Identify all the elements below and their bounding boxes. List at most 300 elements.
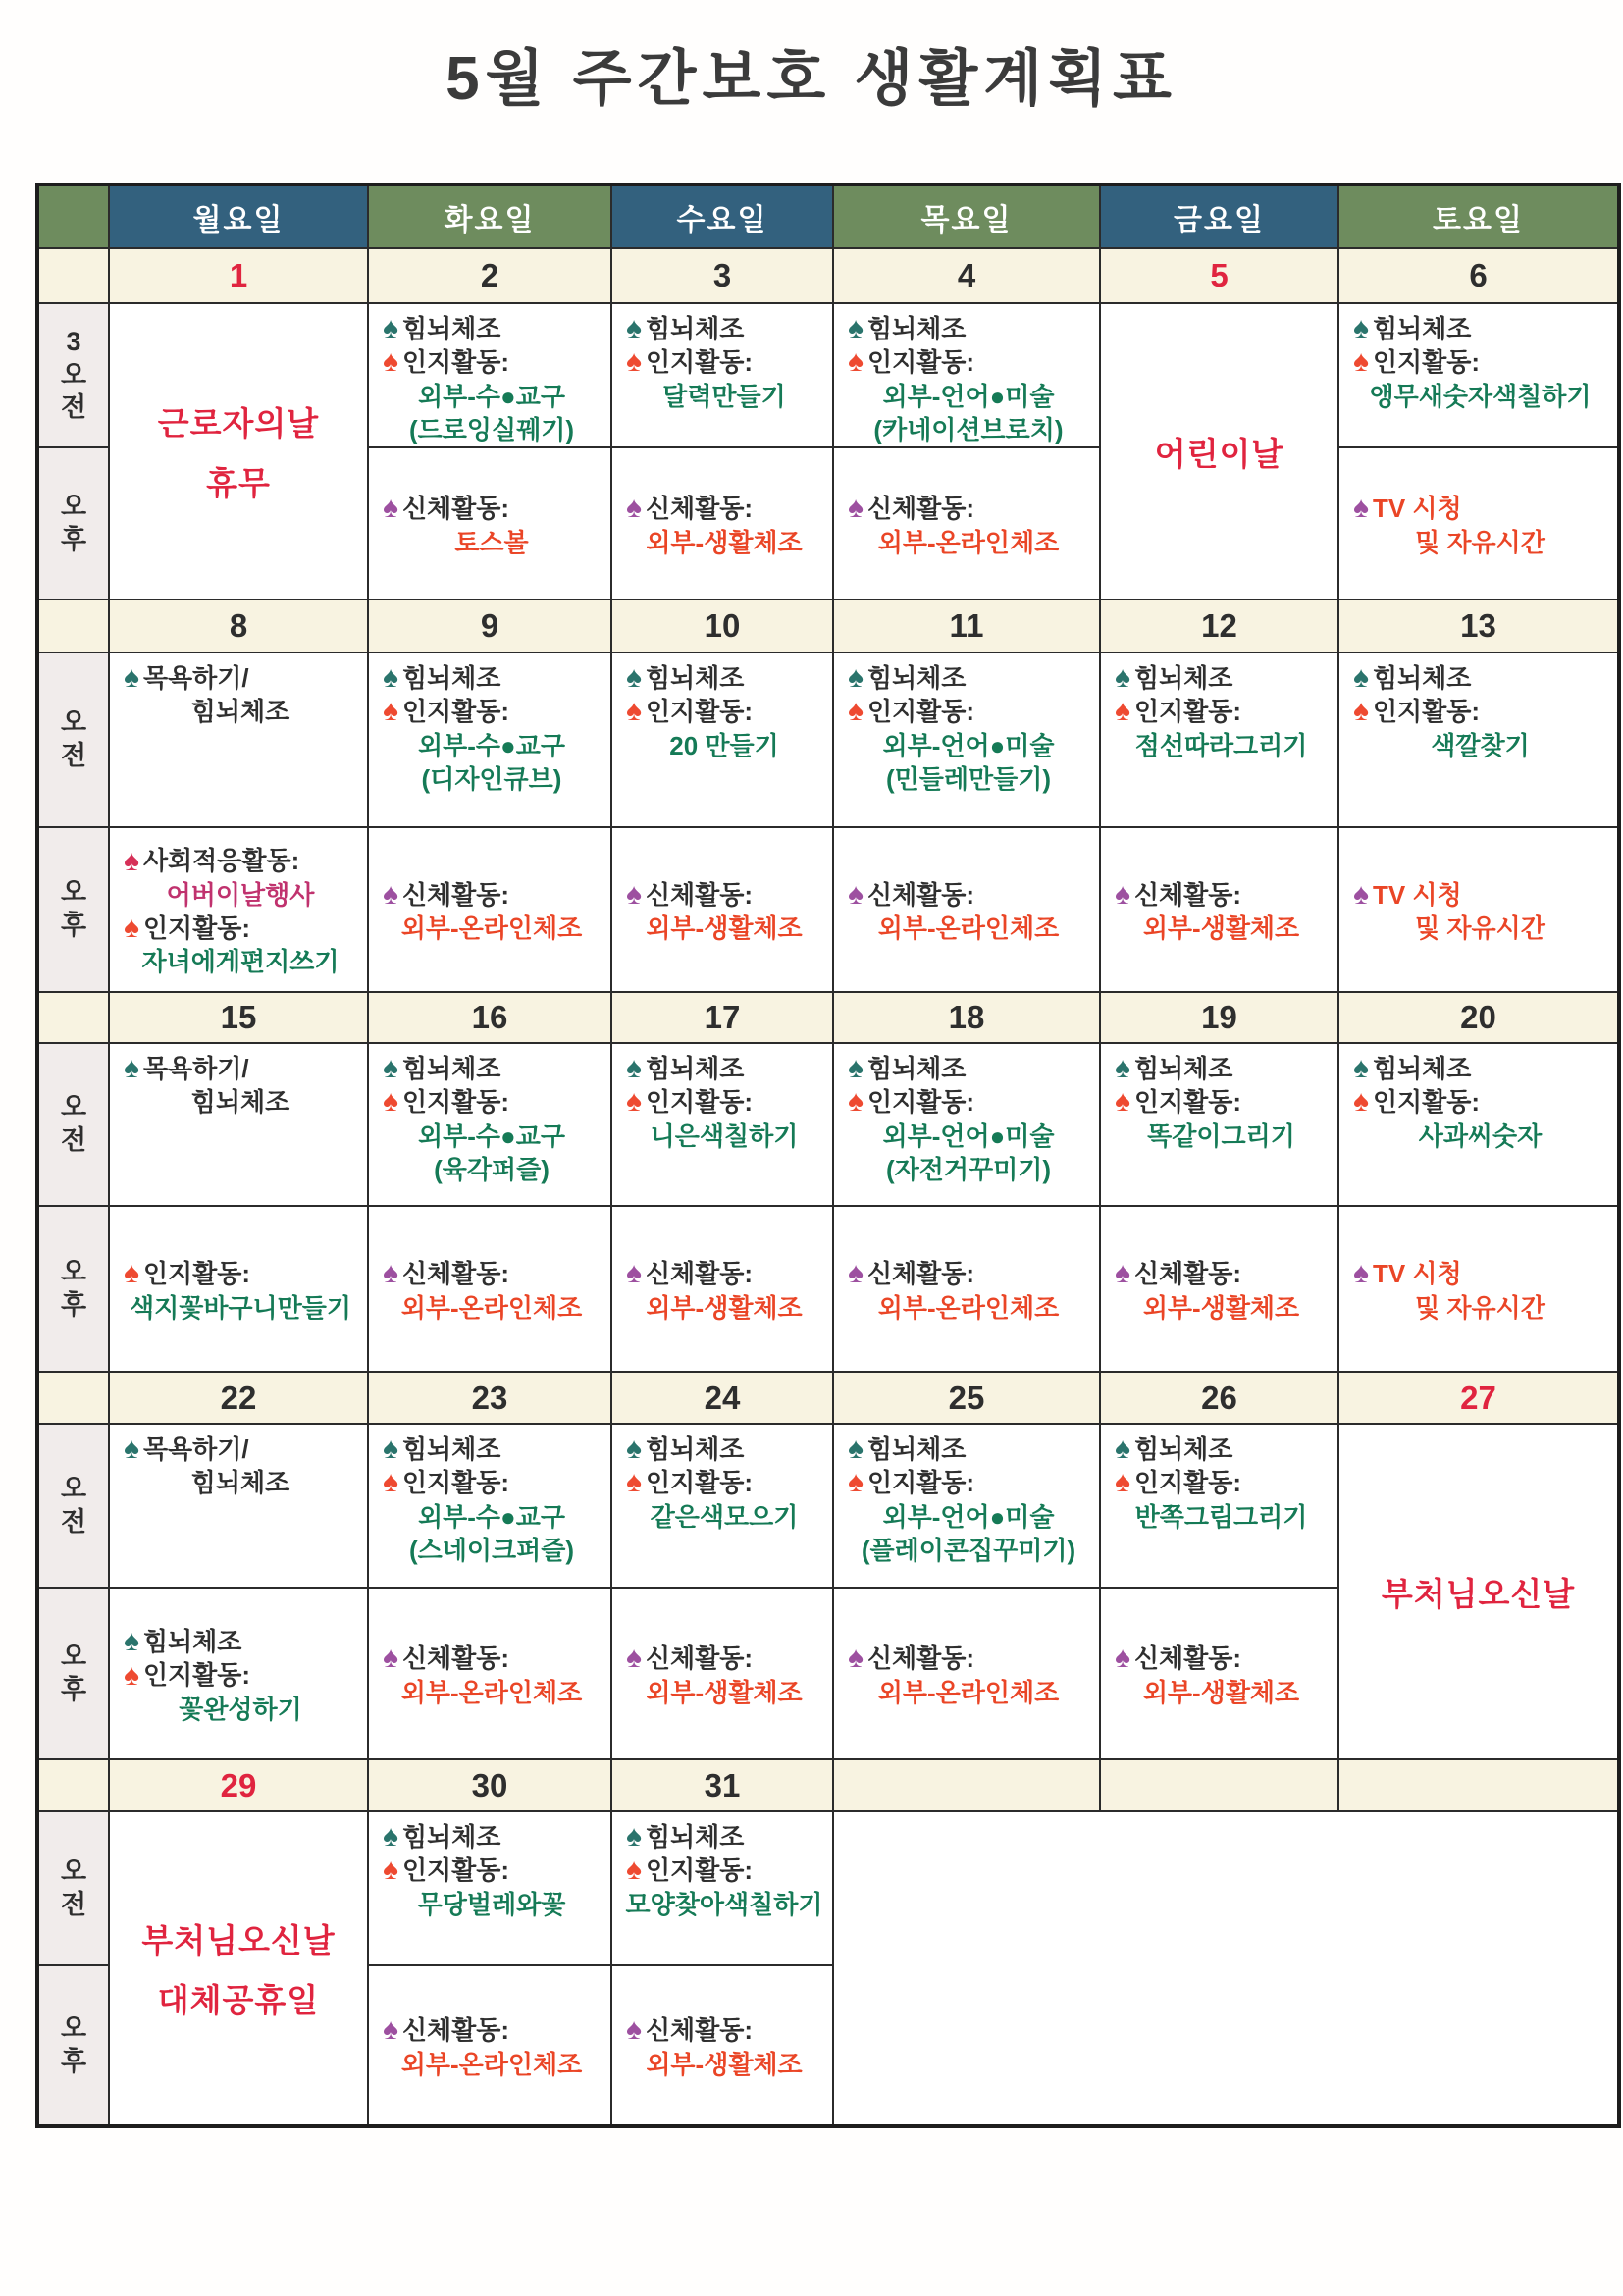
spade-icon: ♠ [124,1257,139,1290]
activity-line [844,1534,1093,1567]
activity-text: 외부-생활체조 [1142,913,1300,943]
morning-activity-cell [834,1044,1099,1205]
spade-icon: ♠ [383,1433,398,1466]
activity-line [622,661,826,695]
activity-line [844,413,1093,446]
activity-line [379,729,604,762]
spade-icon: ♠ [124,1658,139,1692]
date-cell [1339,1760,1617,1810]
spade-icon: ♠ [626,1820,642,1853]
spade-icon: ♠ [124,1052,139,1085]
date-cell: 31 [612,1760,832,1810]
activity-text: 인지활동: [866,1087,975,1118]
activity-text: 외부-생활체조 [1142,1677,1300,1707]
activity-text: 신체활동: [866,494,975,524]
weekday-header-5: 금요일 [1101,186,1337,247]
spade-icon: ♠ [848,1257,864,1290]
activity-line [622,1433,826,1466]
spade-icon: ♠ [383,1642,398,1675]
activity-line [622,729,826,762]
activity-text: 힘뇌체조 [190,1468,290,1498]
activity-line [379,762,604,796]
activity-text: 똑같이그리기 [1147,1121,1295,1151]
spade-icon: ♠ [1115,1642,1130,1675]
morning-activity-cell [369,653,610,826]
activity-line [622,1120,826,1153]
spade-icon: ♠ [626,1085,642,1119]
row-label-char: 전 [60,392,87,423]
spade-icon: ♠ [626,1052,642,1085]
activity-line [120,1052,361,1085]
activity-line [1111,1085,1332,1119]
activity-line [379,380,604,413]
spade-icon: ♠ [626,492,642,525]
activity-line [379,1676,604,1709]
activity-text: 인지활동: [1372,1087,1481,1118]
activity-line [1349,661,1611,695]
morning-activity-cell [369,1425,610,1587]
spade-icon: ♠ [848,695,864,728]
activity-line [379,413,604,446]
afternoon-activity-cell [369,828,610,991]
activity-line [844,1120,1093,1153]
activity-text: 신체활동: [645,2015,754,2046]
activity-text: 외부-언어●미술 [882,1501,1055,1532]
activity-line [120,695,361,728]
activity-text: 목욕하기/ [142,1054,249,1083]
activity-text: 신체활동: [401,1259,510,1289]
spade-icon: ♠ [383,877,398,911]
activity-line [844,1676,1093,1709]
activity-text: 모양찾아색칠하기 [625,1889,823,1919]
spade-icon: ♠ [1353,312,1369,345]
activity-text: 외부-생활체조 [646,2049,803,2079]
activity-text: 힘뇌체조 [866,1054,967,1083]
activity-line [379,2013,604,2047]
date-cell: 30 [369,1760,610,1810]
date-cell: 6 [1339,249,1617,302]
activity-text: 외부-수●교구 [418,730,565,760]
activity-text: 신체활동: [401,879,510,910]
activity-text: 외부-온라인체조 [877,1677,1060,1707]
activity-line [120,912,361,945]
afternoon-activity-cell [834,448,1099,599]
activity-text: 목욕하기/ [142,1435,249,1464]
afternoon-activity-cell [1101,1207,1337,1371]
afternoon-activity-cell [369,1589,610,1758]
spade-icon: ♠ [848,1052,864,1085]
spade-icon: ♠ [626,1257,642,1290]
activity-text: 힘뇌체조 [1133,1435,1233,1464]
activity-text: 인지활동: [866,347,975,378]
spade-icon: ♠ [383,1466,398,1499]
activity-text: 힘뇌체조 [645,1054,745,1083]
activity-line [120,1291,361,1325]
activity-text: (드로잉실꿰기) [408,414,574,444]
afternoon-activity-cell [110,828,367,991]
activity-line [1111,1052,1332,1085]
activity-text: 인지활동: [401,697,510,727]
date-cell: 8 [110,600,367,652]
activity-line [120,1257,361,1290]
activity-text: 인지활동: [142,1259,251,1289]
spade-icon: ♠ [1115,1085,1130,1119]
activity-line [120,1693,361,1726]
activity-line [622,2013,826,2047]
spade-icon: ♠ [383,345,398,379]
activity-text: 신체활동: [645,1259,754,1289]
activity-text: 외부-수●교구 [418,1121,565,1151]
date-row-label-spacer [39,1760,108,1810]
activity-text: 및 자유시간 [1415,1292,1545,1323]
afternoon-activity-cell [612,1589,832,1758]
activity-text: 힘뇌체조 [1372,663,1472,693]
spade-icon: ♠ [848,877,864,911]
activity-line [1349,1120,1611,1153]
activity-line [844,762,1093,796]
activity-text: 힘뇌체조 [401,314,501,343]
activity-text: TV 시청 [1372,1259,1462,1289]
date-cell: 25 [834,1373,1099,1423]
activity-line [844,1153,1093,1186]
spade-icon: ♠ [626,695,642,728]
activity-text: 인지활동: [1133,697,1242,727]
activity-line [379,1534,604,1567]
activity-line [622,1676,826,1709]
activity-text: 외부-온라인체조 [877,913,1060,943]
date-cell: 15 [110,993,367,1042]
activity-text: 인지활동: [401,1855,510,1886]
morning-activity-cell [834,304,1099,446]
morning-activity-cell [612,1812,832,1964]
activity-line [844,345,1093,379]
activity-text: 힘뇌체조 [645,314,745,343]
activity-line [1111,661,1332,695]
activity-text: 인지활동: [142,913,251,943]
date-cell: 1 [110,249,367,302]
activity-line [622,1500,826,1534]
morning-label [39,304,108,446]
activity-text: 힘뇌체조 [866,1435,967,1464]
date-row-label-spacer [39,249,108,302]
activity-line [622,878,826,912]
date-cell: 9 [369,600,610,652]
spade-icon: ♠ [383,492,398,525]
activity-line [622,1257,826,1290]
activity-line [1111,1291,1332,1325]
activity-text: (디자인큐브) [421,763,562,794]
weekday-header-4: 목요일 [834,186,1099,247]
spade-icon: ♠ [124,661,139,695]
activity-text: 무당벌레와꽃 [417,1889,566,1919]
activity-text: 힘뇌체조 [401,1054,501,1083]
activity-text: TV 시청 [1372,494,1462,524]
activity-line [844,878,1093,912]
activity-line [844,661,1093,695]
activity-text: 사과씨숫자 [1418,1121,1543,1151]
afternoon-activity-cell [612,448,832,599]
activity-line [844,380,1093,413]
spade-icon: ♠ [848,661,864,695]
activity-text: 외부-언어●미술 [882,1121,1055,1151]
spade-icon: ♠ [383,1052,398,1085]
activity-text: 점선따라그리기 [1134,730,1308,760]
activity-line [379,1820,604,1853]
afternoon-activity-cell [1101,1589,1337,1758]
spade-icon: ♠ [1115,695,1130,728]
activity-line [622,1085,826,1119]
activity-text: 신체활동: [401,2015,510,2046]
spade-icon: ♠ [383,661,398,695]
activity-text: (민들레만들기) [885,763,1051,794]
spade-icon: ♠ [626,312,642,345]
row-label-char: 전 [60,741,87,770]
spade-icon: ♠ [848,1433,864,1466]
activity-line [844,729,1093,762]
activity-text: 힘뇌체조 [866,663,967,693]
activity-text: 신체활동: [1133,1644,1242,1674]
activity-line [379,345,604,379]
holiday-cell [110,1812,367,2124]
activity-text: (육각퍼즐) [434,1154,550,1184]
date-cell [1101,1760,1337,1810]
spade-icon: ♠ [1353,1257,1369,1290]
afternoon-label [39,1966,108,2124]
row-label-char: 오 [60,491,87,521]
activity-line [379,1642,604,1675]
afternoon-activity-cell [110,1207,367,1371]
morning-activity-cell [369,1044,610,1205]
activity-text: 반쪽그림그리기 [1134,1501,1308,1532]
activity-line [379,1153,604,1186]
date-cell: 10 [612,600,832,652]
holiday-text: 휴무 [206,465,271,501]
activity-text: 힘뇌체조 [190,697,290,727]
activity-line [379,1257,604,1290]
activity-text: 니은색칠하기 [650,1121,799,1151]
activity-text: 힘뇌체조 [190,1087,290,1118]
weekday-header-1: 월요일 [110,186,367,247]
holiday-text: 근로자의날 [157,405,320,442]
activity-text: 외부-수●교구 [418,1501,565,1532]
activity-text: 인지활동: [645,697,754,727]
page-title: 5월 주간보호 생활계획표 [445,45,1178,113]
activity-text: 외부-언어●미술 [882,381,1055,411]
activity-text: 꽃완성하기 [179,1694,302,1724]
activity-line [622,912,826,945]
activity-line [379,526,604,559]
spade-icon: ♠ [626,1433,642,1466]
activity-line [379,1853,604,1887]
spade-icon: ♠ [1353,1085,1369,1119]
spade-icon: ♠ [383,312,398,345]
holiday-cell [1101,304,1337,599]
activity-line [120,844,361,877]
activity-line [120,1466,361,1499]
activity-line [379,912,604,945]
weekday-header-6: 토요일 [1339,186,1617,247]
row-label-char: 전 [60,1506,87,1537]
spade-icon: ♠ [1115,877,1130,911]
morning-activity-cell [1339,1044,1617,1205]
row-label-char: 전 [60,1889,87,1919]
spade-icon: ♠ [1115,1257,1130,1290]
activity-text: 인지활동: [1133,1468,1242,1498]
activity-text: 신체활동: [866,1259,975,1289]
holiday-text: 어린이날 [1154,435,1284,472]
date-cell: 2 [369,249,610,302]
activity-text: 신체활동: [645,1644,754,1674]
activity-line [1349,1085,1611,1119]
activity-text: 인지활동: [401,347,510,378]
activity-line [844,1642,1093,1675]
activity-text: 힘뇌체조 [1133,1054,1233,1083]
spade-icon: ♠ [1353,877,1369,911]
activity-text: 외부-생활체조 [1142,1292,1300,1323]
row-label-char: 오 [60,1092,87,1122]
morning-activity-cell [110,653,367,826]
morning-activity-cell [110,1044,367,1205]
activity-line [1111,878,1332,912]
activity-text: 인지활동: [1372,697,1481,727]
activity-text: 인지활동: [866,697,975,727]
activity-line [1111,695,1332,728]
activity-text: 같은색모으기 [650,1501,799,1532]
activity-text: 신체활동: [1133,879,1242,910]
row-label-char: 오 [60,707,87,738]
activity-line [622,1853,826,1887]
activity-line [379,1085,604,1119]
date-row-label-spacer [39,1373,108,1423]
activity-text: (자전거꾸미기) [885,1154,1051,1184]
activity-text: 힘뇌체조 [1372,1054,1472,1083]
morning-label [39,653,108,826]
activity-text: 힘뇌체조 [645,1435,745,1464]
date-cell: 26 [1101,1373,1337,1423]
spade-icon: ♠ [626,345,642,379]
activity-text: 힘뇌체조 [1133,663,1233,693]
spade-icon: ♠ [1115,661,1130,695]
activity-line [622,526,826,559]
spade-icon: ♠ [1115,1466,1130,1499]
date-cell: 24 [612,1373,832,1423]
activity-line [120,1625,361,1658]
activity-line [622,345,826,379]
morning-activity-cell [1101,1044,1337,1205]
activity-line [622,1052,826,1085]
afternoon-activity-cell [1339,1207,1617,1371]
activity-line [379,1500,604,1534]
activity-line [1111,1433,1332,1466]
morning-label [39,1425,108,1587]
spade-icon: ♠ [626,661,642,695]
activity-line [379,1888,604,1921]
weekday-header-2: 화요일 [369,186,610,247]
afternoon-activity-cell [1339,448,1617,599]
empty-merged-cell [834,1812,1617,2124]
activity-line [1349,345,1611,379]
spade-icon: ♠ [848,345,864,379]
activity-line [622,2048,826,2081]
activity-text: 외부-온라인체조 [877,1292,1060,1323]
afternoon-activity-cell [834,828,1099,991]
date-cell: 18 [834,993,1099,1042]
activity-line [844,492,1093,525]
activity-text: 외부-생활체조 [646,1292,803,1323]
spade-icon: ♠ [383,695,398,728]
activity-text: (스네이크퍼즐) [408,1535,574,1565]
morning-activity-cell [612,653,832,826]
row-label-char: 후 [60,1674,87,1704]
weekday-header-3: 수요일 [612,186,832,247]
row-label-char: 오 [60,1641,87,1671]
activity-line [622,312,826,345]
activity-text: 힘뇌체조 [645,1822,745,1852]
row-label-char: 오 [60,1256,87,1286]
morning-activity-cell [369,304,610,446]
activity-line [844,1085,1093,1119]
spade-icon: ♠ [383,1820,398,1853]
row-label-char: 후 [60,1289,87,1320]
activity-line [844,1257,1093,1290]
morning-activity-cell [1339,304,1617,446]
activity-text: 신체활동: [1133,1259,1242,1289]
spade-icon: ♠ [848,1085,864,1119]
row-label-char: 오 [60,2012,87,2043]
activity-text: 인지활동: [401,1087,510,1118]
date-cell: 3 [612,249,832,302]
activity-line [379,1466,604,1499]
activity-line [622,1466,826,1499]
activity-line [622,1820,826,1853]
date-row-label-spacer [39,993,108,1042]
activity-text: 신체활동: [866,1644,975,1674]
morning-activity-cell [834,1425,1099,1587]
spade-icon: ♠ [626,877,642,911]
activity-text: 외부-언어●미술 [882,730,1055,760]
activity-text: 사회적응활동: [142,846,300,876]
activity-line [120,945,361,978]
spade-icon: ♠ [626,1853,642,1887]
spade-icon: ♠ [383,1257,398,1290]
date-cell: 29 [110,1760,367,1810]
row-label-char: 오 [60,877,87,908]
spade-icon: ♠ [1115,1052,1130,1085]
activity-line [1349,695,1611,728]
spade-icon: ♠ [383,1853,398,1887]
activity-text: 및 자유시간 [1415,913,1545,943]
activity-text: 인지활동: [1372,347,1481,378]
activity-line [1349,1257,1611,1290]
afternoon-activity-cell [1339,828,1617,991]
activity-line [1111,1642,1332,1675]
activity-text: 힘뇌체조 [1372,314,1472,343]
spade-icon: ♠ [626,1642,642,1675]
activity-text: 인지활동: [645,1468,754,1498]
activity-text: 색깔찾기 [1431,730,1530,760]
row-label-char: 후 [60,2046,87,2076]
date-cell: 13 [1339,600,1617,652]
activity-text: 인지활동: [142,1660,251,1691]
afternoon-activity-cell [834,1207,1099,1371]
date-cell: 11 [834,600,1099,652]
spade-icon: ♠ [383,2013,398,2047]
activity-line [379,661,604,695]
activity-line [622,1291,826,1325]
activity-text: 20 만들기 [669,730,779,760]
activity-line [379,1120,604,1153]
row-label-char: 후 [60,911,87,940]
